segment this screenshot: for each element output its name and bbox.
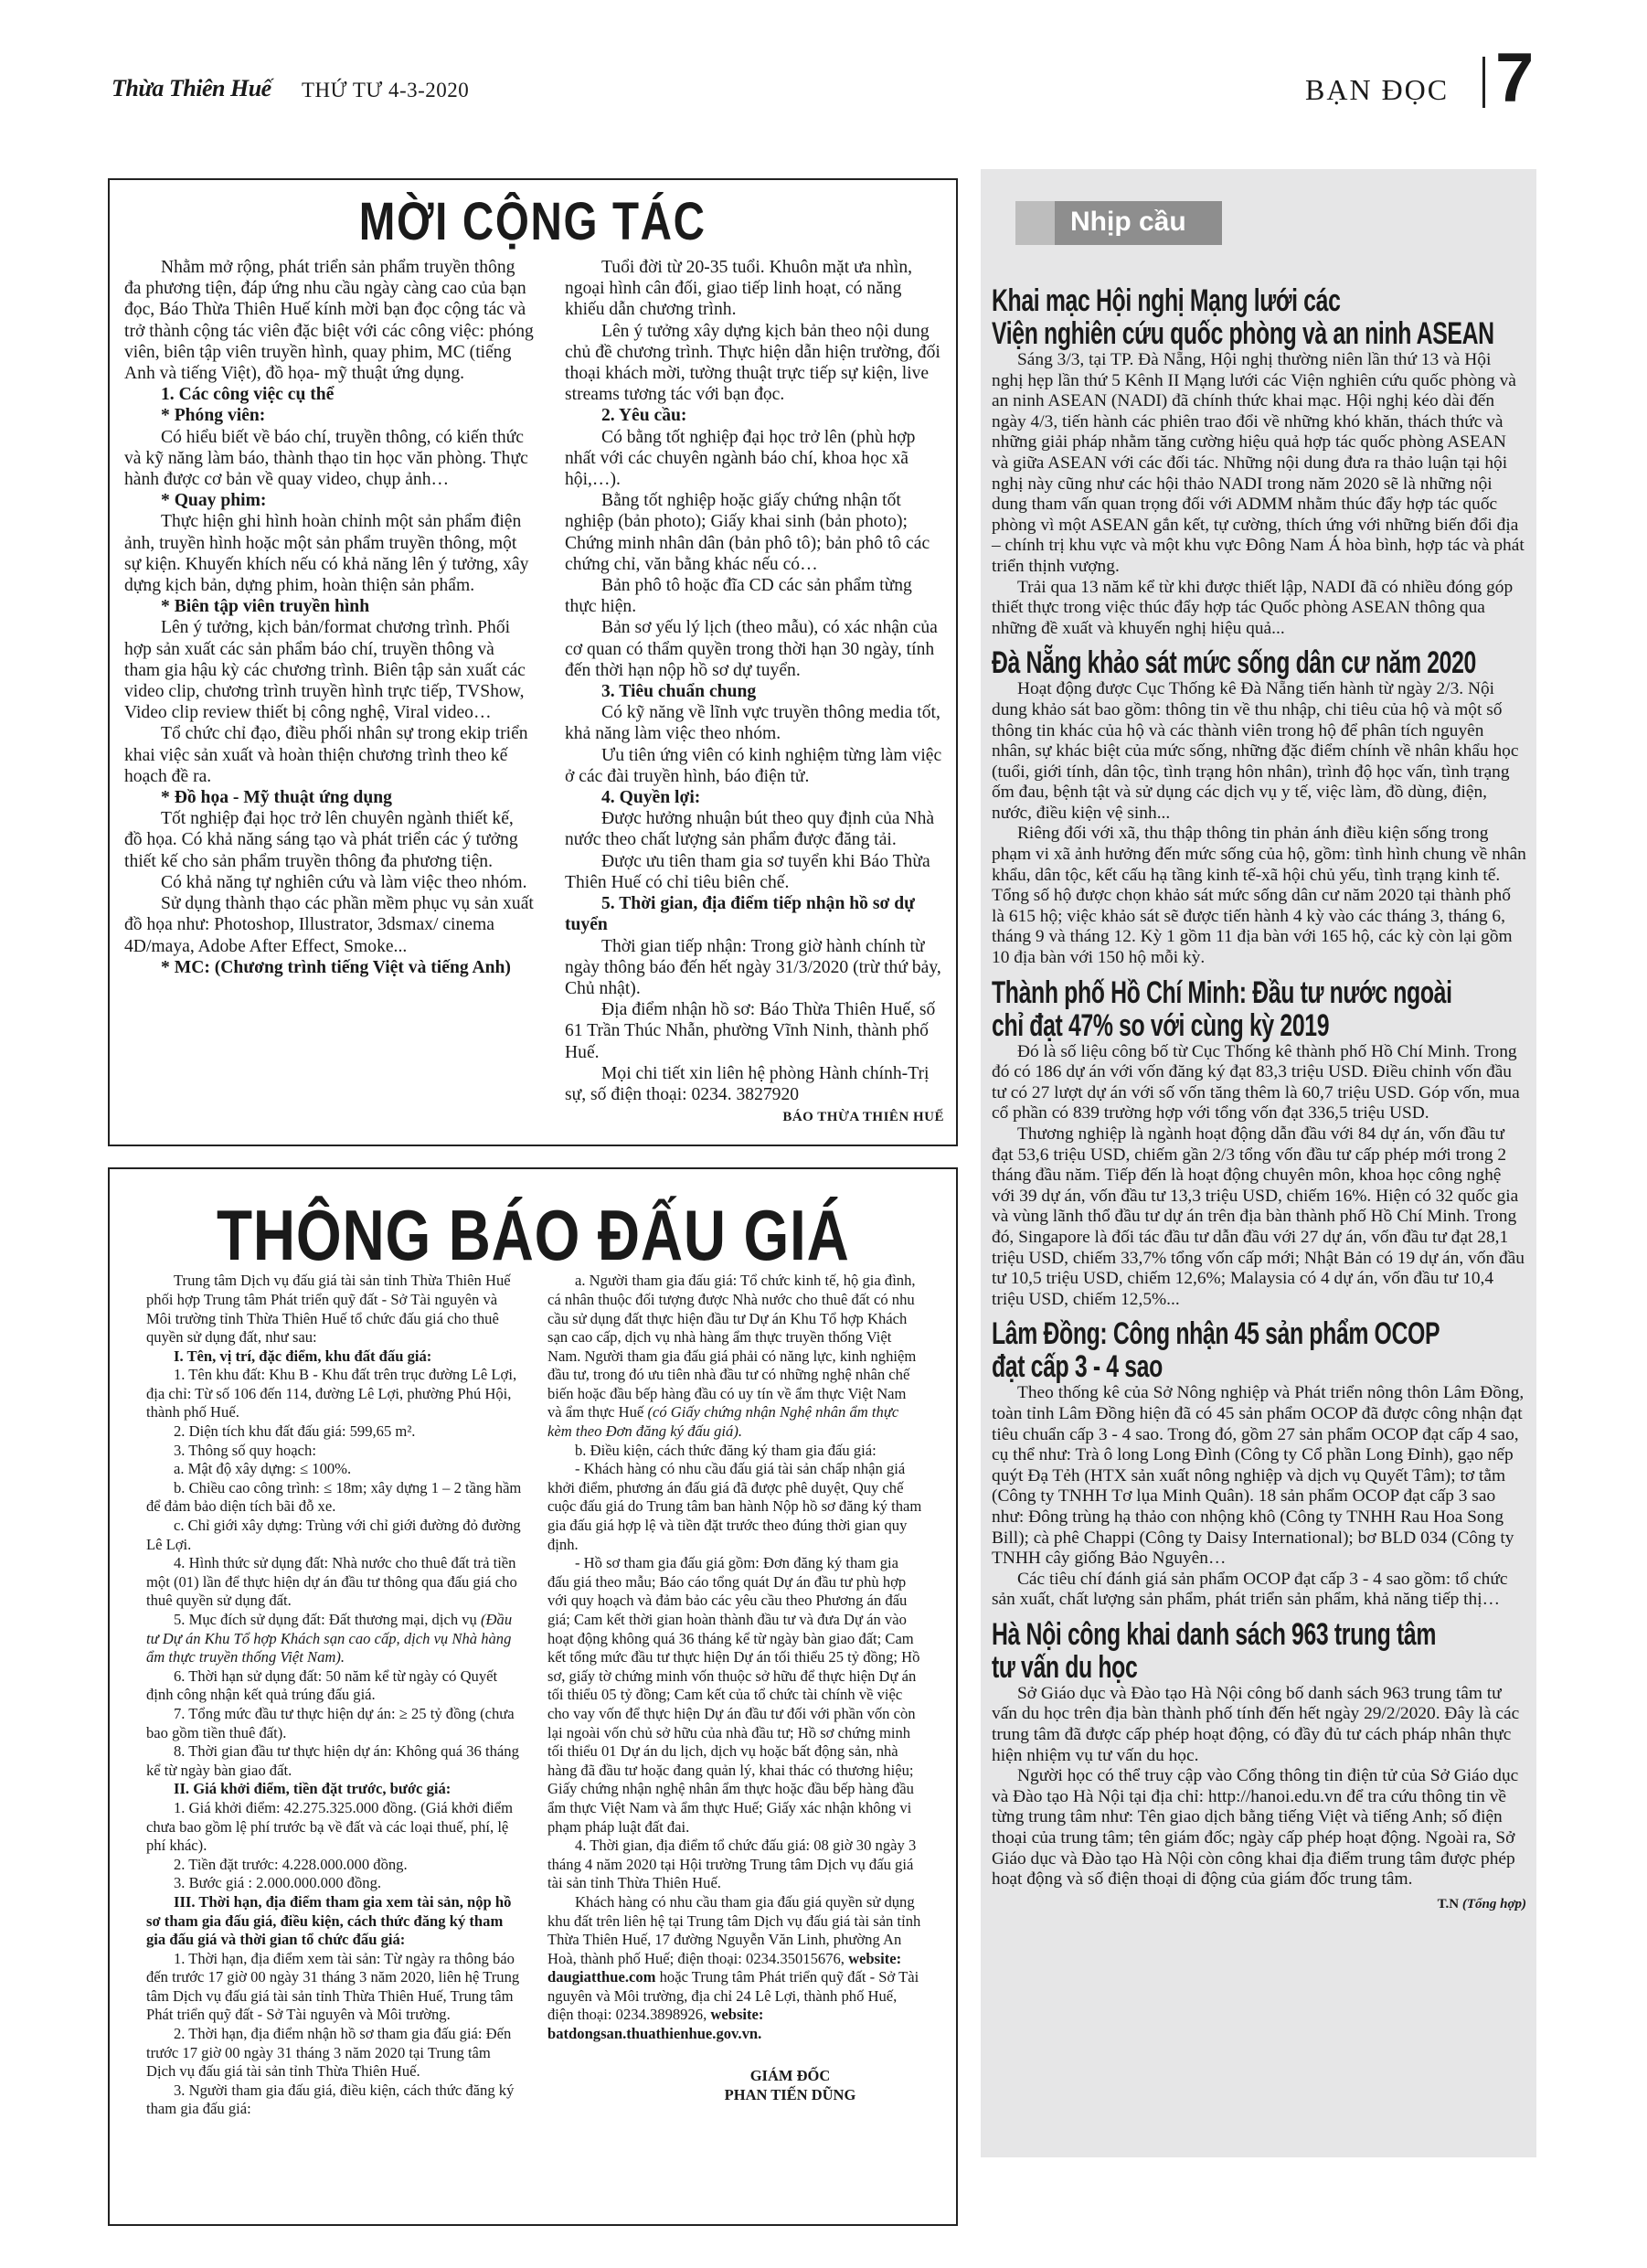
- section-heading: [124, 596, 534, 617]
- paragraph: [992, 1042, 1526, 1124]
- paragraph: [124, 257, 534, 384]
- news-article: [992, 976, 1526, 1311]
- text-run: Thương nghiệp là ngành hoạt động dẫn đầu với 84 dự án, vốn đầu tư đạt 53,6 triệu USD, chiếm gần 2/3 tổng vốn đầu tư cấp phép mới trong 2 tháng đầu năm. Tiếp đến là hoạt động chuyên môn, khoa học công nghệ với 39 dự án, vốn đầu tư 13,3 triệu USD, chiếm 16%. Hiện có 32 quốc gia và vùng lãnh thổ đầu tư dự án trên địa bàn thành phố Hồ Chí Minh. Trong đó, Singapore là đối tác đầu tư dẫn đầu với 27 dự án, vốn đầu tư đạt 28,1 triệu USD, chiếm 33,7% tổng vốn cấp mới; Nhật Bản có 19 dự án, vốn đầu tư 10,5 triệu USD, chiếm 12,6%; Malaysia có 4 dự án, vốn đầu tư 10,4 triệu USD, chiếm 12,5%...: [992, 1124, 1525, 1309]
- text-run: 6. Thời hạn sử dụng đất: 50 năm kể từ ngày có Quyết định công nhận kết quả trúng đấu giá.: [146, 1666, 498, 1704]
- auction-title-text: THÔNG BÁO ĐẤU GIÁ: [216, 1195, 850, 1276]
- news-article: [992, 1317, 1526, 1611]
- paragraph: [565, 490, 944, 575]
- section-heading: [565, 681, 944, 702]
- text-run: Có hiểu biết về báo chí, truyền thông, có kiến thức và kỹ năng làm báo, thành thạo tin học văn phòng. Thực hành được cơ bản về quay video, chụp ảnh…: [124, 427, 528, 490]
- text-run: Ưu tiên ứng viên có kinh nghiệm từng làm việc ở các đài truyền hình, báo điện tử.: [565, 745, 942, 786]
- paragraph: [547, 1272, 923, 1441]
- byline: [992, 1894, 1526, 1915]
- text-run: 3. Bước giá : 2.000.000.000 đồng.: [174, 1874, 382, 1892]
- section-heading: [124, 957, 534, 978]
- article-body: [992, 1684, 1526, 1915]
- text-run: * Đồ họa - Mỹ thuật ứng dụng: [161, 788, 392, 808]
- paragraph: [146, 1799, 522, 1856]
- headline-line: Thành phố Hồ Chí Minh: Đầu tư nước ngoài: [992, 974, 1452, 1010]
- section-heading: [124, 490, 534, 511]
- paragraph: [146, 1742, 522, 1780]
- paragraph: [547, 1554, 923, 1837]
- recruitment-columns: [110, 257, 956, 1128]
- paragraph: [146, 1705, 522, 1742]
- text-run: Bằng tốt nghiệp hoặc giấy chứng nhận tốt nghiệp (bản photo); Giấy khai sinh (bản photo); Chứng minh nhân dân (bản phô tô); bản phô tô các chứng chỉ, văn bằng khác nếu có…: [565, 491, 930, 574]
- text-run: Thời gian tiếp nhận: Trong giờ hành chính từ ngày thông báo đến hết ngày 31/3/2020 (trừ thứ bảy, Chủ nhật).: [565, 936, 941, 998]
- text-run: II. Giá khởi điểm, tiền đặt trước, bước giá:: [174, 1780, 452, 1798]
- text-run: Nhằm mở rộng, phát triển sản phẩm truyền thông đa phương tiện, đáp ứng nhu cầu ngày càng cao của bạn đọc, Báo Thừa Thiên Huế kính mời bạn đọc cộng tác và trở thành cộng tác viên đặc biệt với các công việc: phóng viên, biên tập viên truyền hình, quay phim, MC (tiếng Anh và tiếng Việt), đồ họa- mỹ thuật ứng dụng.: [124, 258, 534, 384]
- text-run: * MC: (Chương trình tiếng Việt và tiếng Anh): [161, 957, 511, 977]
- article-headline: [992, 1618, 1526, 1684]
- paragraph: [124, 893, 534, 957]
- headline-line: đạt cấp 3 - 4 sao: [992, 1349, 1163, 1385]
- paragraph: [146, 1272, 522, 1347]
- text-run: 1. Tên khu đất: Khu B - Khu đất trên trục đường Lê Lợi, địa chỉ: Từ số 106 đến 114, đường Lê Lợi, phường Phú Hội, thành phố Huế.: [146, 1366, 517, 1421]
- text-run: 1. Giá khởi điểm: 42.275.325.000 đồng. (Giá khởi điểm chưa bao gồm lệ phí trước bạ về đất và các loại thuế, phí, lệ phí khác).: [146, 1798, 514, 1855]
- news-brief-panel: [981, 169, 1536, 2157]
- recruitment-column-1: [124, 257, 534, 978]
- text-run: III. Thời hạn, địa điểm tham gia xem tài sản, nộp hồ sơ tham gia đấu giá, điều kiện, cách thức đăng ký tham gia đấu giá và thời gian tổ chức đấu giá:: [146, 1892, 512, 1949]
- paragraph: [146, 1874, 522, 1893]
- text-run: Các tiêu chí đánh giá sản phẩm OCOP đạt cấp 3 - 4 sao gồm: tổ chức sản xuất, chất lượng sản phẩm, phát triển sản phẩm, khả năng tiếp thị…: [992, 1569, 1508, 1610]
- rubric-banner: [1015, 201, 1222, 245]
- paragraph: [124, 872, 534, 893]
- text-run: (có Giấy chứng nhận Nghệ nhân ẩm thực kèm theo Đơn đăng ký đấu giá).: [547, 1403, 899, 1441]
- recruitment-column-2: [565, 257, 944, 1128]
- section-heading: [124, 384, 534, 405]
- text-run: 7. Tổng mức đầu tư thực hiện dự án: ≥ 25 tỷ đồng (chưa bao gồm tiền thuê đất).: [146, 1704, 515, 1741]
- text-run: Đó là số liệu công bố từ Cục Thống kê thành phố Hồ Chí Minh. Trong đó có 186 dự án với vốn đăng ký đạt 83,3 triệu USD. Điều chỉnh vốn đầu tư có 27 lượt dự án với số vốn tăng thêm là 60,7 triệu USD. Góp vốn, mua cổ phần có 839 trường hợp với tổng vốn đạt 336,5 triệu USD.: [992, 1041, 1520, 1123]
- text-run: * Phóng viên:: [161, 406, 266, 426]
- paragraph: [124, 617, 534, 723]
- auction-paragraphs: [146, 1272, 923, 2119]
- text-run: a. Mật độ xây dựng: ≤ 100%.: [174, 1460, 352, 1478]
- text-run: Hoạt động được Cục Thống kê Đà Nẵng tiến hành từ ngày 2/3. Nội dung khảo sát bao gồm: thông tin về thu nhập, chi tiêu của hộ và một số thông tin khác của hộ và các thành viên trong hộ để phân tích nguyên nhân, sự khác biệt của mức sống, những đặc điểm chính về nhân khẩu học (tuổi, giới tính, dân tộc, tình trạng hôn nhân), trình độ học vấn, tình trạng ốm đau, bệnh tật và sử dụng các dịch vụ y tế, việc làm, đồ dùng, điện, nước, điều kiện vệ sinh...: [992, 679, 1519, 823]
- header-divider: [1482, 57, 1485, 108]
- text-run: website: batdongsan.thuathienhue.gov.vn.: [547, 2006, 764, 2043]
- paragraph: [146, 1442, 522, 1461]
- paragraph: [565, 851, 944, 893]
- paragraph: [992, 824, 1526, 968]
- text-run: Tổ chức chỉ đạo, điều phối nhân sự trong ekip triển khai việc sản xuất và hoàn thiện chương trình theo kế hoạch đề ra.: [124, 724, 528, 786]
- section-heading: [565, 787, 944, 808]
- paragraph: [124, 808, 534, 872]
- paragraph: [565, 575, 944, 617]
- paragraph: [992, 679, 1526, 824]
- section-heading: [146, 1347, 522, 1367]
- text-run: 2. Thời hạn, địa điểm nhận hồ sơ tham gia đấu giá: Đến trước 17 giờ 00 ngày 31 tháng 3 năm 2020 tại Trung tâm Dịch vụ đấu giá tài sản tỉnh Thừa Thiên Huế.: [146, 2025, 512, 2081]
- text-run: Sáng 3/3, tại TP. Đà Nẵng, Hội nghị thường niên lần thứ 13 và Hội nghị hẹp lần thứ 5 Kênh II Mạng lưới các Viện nghiên cứu quốc phòng và an ninh ASEAN (NADI) đã chính thức khai mạc. Hội nghị kéo dài đến ngày 4/3, tiến hành các phiên trao đổi về những khó khăn, thách thức và những giải pháp nhằm tăng cường hiệu quả hợp tác quốc phòng ASEAN và giữa ASEAN với các đối tác. Những nội dung đưa ra thảo luận tại hội nghị này cũng như các hội thảo NADI trong năm 2020 sẽ là những nội dung tham vấn quan trọng đối với ADMM nhằm thúc đẩy hợp tác quốc phòng vì một ASEAN gắn kết, tự cường, thích ứng với những biến đổi địa – chính trị khu vực và một khu vực Đông Nam Á hòa bình, hợp tác và phát triển thịnh vượng.: [992, 350, 1525, 576]
- section-heading: [146, 1780, 522, 1799]
- text-run: Khách hàng có nhu cầu tham gia đấu giá quyền sử dụng khu đất trên liên hệ tại Trung tâm Dịch vụ đấu giá tài sản tỉnh Thừa Thiên Huế, 17 đường Nguyễn Văn Linh, phường An Hoà, thành phố Huế; điện thoại: 0234.35015676,: [547, 1892, 921, 1967]
- text-run: 5. Thời gian, địa điểm tiếp nhận hồ sơ dự tuyển: [565, 894, 915, 935]
- text-run: T.N: [1437, 1896, 1462, 1911]
- paragraph: [146, 1422, 522, 1442]
- text-run: 2. Yêu cầu:: [601, 406, 687, 426]
- paragraph: [124, 427, 534, 491]
- paragraph: [992, 1570, 1526, 1611]
- issue-date: THỨ TƯ 4-3-2020: [302, 79, 470, 101]
- text-run: Theo thống kê của Sở Nông nghiệp và Phát triển nông thôn Lâm Đồng, toàn tỉnh Lâm Đồng hiện đã có 45 sản phẩm OCOP đã được công nhận đạt tiêu chuẩn cấp 3 - 4 sao. Trong đó, gồm 27 sản phẩm OCOP đạt cấp 4 sao, cụ thể như: Trà ô long Long Đình (Công ty Cổ phần Long Đỉnh), gạo nếp quýt Đạ Tẻh (HTX sản xuất nông nghiệp và dịch vụ Quyết Tâm); tơ tằm (Công ty TNHH Tơ lụa Minh Quân). 18 sản phẩm OCOP đạt cấp 3 sao như: Đông trùng hạ thảo con nhộng khô (Công ty TNHH Rau Hoa Song Bill); cà phê Chappi (Công ty Daisy International); bơ BLD 034 (Công ty TNHH cây giống Bảo Nguyên…: [992, 1383, 1525, 1569]
- paragraph: [124, 511, 534, 596]
- text-run: Riêng đối với xã, thu thập thông tin phản ánh điều kiện sống trong phạm vi xã ảnh hưởng đến mức sống của hộ, gồm: tình hình chung về nhân khẩu, dân tộc, kết cấu hạ tầng kinh tế-xã hội chủ yếu, tình trạng kinh tế. Tổng số hộ được chọn khảo sát mức sống dân cư năm 2020 tại thành phố là 615 hộ; việc khảo sát sẽ được tiến hành 4 kỳ vào các tháng 3, tháng 6, tháng 9 và tháng 12. Kỳ 1 gồm 11 địa bàn với 165 hộ, các kỳ còn lại gồm 10 địa bàn với 150 hộ mỗi kỳ.: [992, 824, 1526, 968]
- text-run: Được hưởng nhuận bút theo quy định của Nhà nước theo chất lượng sản phẩm được đăng tải.: [565, 809, 935, 850]
- paragraph: [565, 702, 944, 744]
- signature-block: [547, 2066, 923, 2104]
- paragraph: [565, 999, 944, 1063]
- news-article: [992, 646, 1526, 968]
- text-run: 2. Diện tích khu đất đấu giá: 599,65 m².: [174, 1422, 416, 1441]
- text-run: Người học có thể truy cập vào Cổng thông tin điện tử của Sở Giáo dục và Đào tạo Hà Nội tại địa chỉ: http://hanoi.edu.vn để tra cứu thông tin về từng trung tâm như: Tên giao dịch bằng tiếng Việt và tiếng Anh; số điện thoại của trung tâm; tên giám đốc; ngày cấp phép hoạt động. Ngoài ra, Sở Giáo dục và Đào tạo Hà Nội còn công khai địa điểm trung tâm được phép hoạt động và số điện thoại di động của giám đốc trung tâm.: [992, 1766, 1519, 1890]
- text-run: Trải qua 13 năm kể từ khi được thiết lập, NADI đã có nhiều đóng góp thiết thực trong việc thúc đẩy hợp tác Quốc phòng ASEAN thông qua những đề xuất và khuyến nghị hiệu quả...: [992, 577, 1514, 638]
- text-run: 1. Các công việc cụ thể: [161, 385, 335, 405]
- article-body: [992, 350, 1526, 639]
- paragraph: [992, 578, 1526, 640]
- news-article: [992, 284, 1526, 639]
- text-run: b. Điều kiện, cách thức đăng ký tham gia đấu giá:: [575, 1441, 877, 1459]
- paragraph: [146, 1517, 522, 1554]
- paragraph: [992, 1684, 1526, 1766]
- text-run: Trung tâm Dịch vụ đấu giá tài sản tỉnh Thừa Thiên Huế phối hợp Trung tâm Phát triển quỹ đất - Sở Tài nguyên và Môi trường tỉnh Thừa Thiên Huế tổ chức đấu giá cho thuê quyền sử dụng đất, như sau:: [146, 1272, 511, 1347]
- paragraph: [146, 2082, 522, 2119]
- paragraph: [547, 1460, 923, 1554]
- newspaper-masthead: Thừa Thiên Huế: [112, 75, 271, 101]
- paragraph: [565, 427, 944, 491]
- paragraph: [565, 257, 944, 321]
- text-run: - Khách hàng có nhu cầu đấu giá tài sản chấp nhận giá khởi điểm, phương án đấu giá đã được phê duyệt, Quy chế cuộc đấu giá do Trung tâm ban hành Nộp hồ sơ đăng ký tham gia đấu giá hợp lệ và tiền đặt trước theo đúng thời gian quy định.: [547, 1460, 922, 1553]
- paragraph: [992, 1383, 1526, 1569]
- article-body: [992, 1042, 1526, 1311]
- text-run: Mọi chi tiết xin liên hệ phòng Hành chính-Trị sự, số điện thoại: 0234. 3827920: [565, 1063, 930, 1104]
- paragraph: [146, 1554, 522, 1611]
- paragraph: [547, 1893, 923, 2044]
- headline-line: Đà Nẵng khảo sát mức sống dân cư năm 2020: [992, 645, 1476, 681]
- paragraph: [146, 1611, 522, 1667]
- section-heading: [565, 893, 944, 935]
- text-run: * Quay phim:: [161, 491, 267, 511]
- text-run: * Biên tập viên truyền hình: [161, 597, 370, 617]
- paragraph: [146, 1856, 522, 1875]
- section-name: BẠN ĐỌC: [1305, 73, 1450, 106]
- page-number: 7: [1495, 39, 1535, 117]
- text-run: Sở Giáo dục và Đào tạo Hà Nội công bố danh sách 963 trung tâm tư vấn du học trên địa bàn thành phố tính đến hết ngày 29/2/2020. Đây là các trung tâm đã được cấp phép hoạt động, có đầy đủ tư cách pháp nhân thực hiện nhiệm vụ tư vấn du học.: [992, 1683, 1520, 1765]
- text-run: Tuổi đời từ 20-35 tuổi. Khuôn mặt ưa nhìn, ngoại hình cân đối, giao tiếp linh hoạt, có năng khiếu dẫn chương trình.: [565, 258, 913, 320]
- text-run: hoặc Trung tâm Phát triển quỹ đất - Sở Tài nguyên và Môi trường, địa chỉ 24 Lê Lợi, thành phố Huế, điện thoại: 0234.3898926,: [547, 1968, 919, 2024]
- article-body: [992, 1383, 1526, 1611]
- text-run: website: daugiatthue.com: [547, 1949, 902, 1986]
- text-run: b. Chiều cao công trình: ≤ 18m; xây dựng 1 – 2 tầng hầm để đảm bảo diện tích bãi đỗ xe.: [146, 1478, 522, 1516]
- text-run: BÁO THỪA THIÊN HUẾ: [782, 1110, 944, 1125]
- text-run: Bản phô tô hoặc đĩa CD các sản phẩm từng thực hiện.: [565, 576, 912, 617]
- headline-line: Khai mạc Hội nghị Mạng lưới các: [992, 283, 1341, 318]
- paragraph: [547, 1837, 923, 1893]
- text-run: (Đầu tư Dự án Khu Tổ hợp Khách sạn cao cấp, dịch vụ Nhà hàng ẩm thực truyền thống Việt Nam).: [146, 1611, 513, 1666]
- text-run: Tốt nghiệp đại học trở lên chuyên ngành thiết kế, đồ họa. Có khả năng sáng tạo và phát triển các ý tưởng thiết kế cho sản phẩm truyền thông đa phương tiện.: [124, 809, 518, 871]
- section-heading: [124, 787, 534, 808]
- recruitment-title-text: MỜI CỘNG TÁC: [359, 192, 707, 251]
- article-headline: [992, 976, 1526, 1042]
- article-headline: [992, 1317, 1526, 1383]
- article-headline: [992, 646, 1526, 679]
- headline-line: Hà Nội công khai danh sách 963 trung tâm: [992, 1616, 1437, 1652]
- paragraph: [565, 936, 944, 1000]
- text-run: Lên ý tưởng xây dựng kịch bản theo nội dung chủ đề chương trình. Thực hiện dẫn hiện trường, đối thoại khách mời, tường thuật trực tiếp sự kiện, live streams tương tác với bạn đọc.: [565, 321, 940, 405]
- paragraph: [146, 1366, 522, 1422]
- text-run: (Tổng hợp): [1461, 1896, 1526, 1911]
- news-article: [992, 1618, 1526, 1915]
- text-run: I. Tên, vị trí, đặc điểm, khu đất đấu giá:: [174, 1347, 432, 1365]
- paragraph: [992, 350, 1526, 578]
- text-run: Có kỹ năng về lĩnh vực truyền thông media tốt, khả năng làm việc theo nhóm.: [565, 703, 940, 744]
- byline: [565, 1107, 944, 1128]
- text-run: Thực hiện ghi hình hoàn chỉnh một sản phẩm điện ảnh, truyền hình hoặc một sản phẩm truyền thông, một sự kiện. Khuyến khích nếu có khả năng lên ý tưởng, xây dựng kịch bản, dựng phim, hoàn thiện sản phẩm.: [124, 512, 529, 596]
- paragraph: [565, 745, 944, 787]
- text-run: a. Người tham gia đấu giá: Tổ chức kinh tế, hộ gia đình, cá nhân thuộc đối tượng được Nhà nước cho thuê đất có nhu cầu sử dụng đất thực hiện đầu tư Dự án Khu Tổ hợp Khách sạn cao cấp, dịch vụ nhà hàng ẩm thực truyền thống Việt Nam. Người tham gia đấu giá phải có năng lực, kinh nghiệm đầu tư, trong đó ưu tiên nhà đầu tư có những nghệ nhân chế biến hoặc đầu bếp hàng đầu có uy tín về ẩm thực Việt Nam và ẩm thực Huế: [547, 1272, 917, 1421]
- left-notices: [108, 178, 958, 2226]
- rubric-label: Nhịp cầu: [1070, 207, 1186, 237]
- paragraph: [146, 1950, 522, 2025]
- text-run: Địa điểm nhận hồ sơ: Báo Thừa Thiên Huế, số 61 Trần Thúc Nhẫn, phường Vĩnh Ninh, thành phố Huế.: [565, 1000, 936, 1062]
- article-body: [992, 679, 1526, 968]
- text-run: 3. Tiêu chuẩn chung: [601, 682, 757, 702]
- text-run: 2. Tiền đặt trước: 4.228.000.000 đồng.: [174, 1855, 408, 1873]
- text-run: 5. Mục đích sử dụng đất: Đất thương mại, dịch vụ: [174, 1611, 482, 1629]
- paragraph: [565, 1063, 944, 1105]
- news-briefs: [992, 169, 1526, 1914]
- text-run: 3. Thông số quy hoạch:: [174, 1441, 316, 1459]
- paragraph: [146, 1460, 522, 1479]
- paragraph: [992, 1766, 1526, 1890]
- rubric-accent: [1015, 201, 1055, 245]
- text-run: Có khả năng tự nghiên cứu và làm việc theo nhóm.: [161, 872, 527, 892]
- headline-line: chỉ đạt 47% so với cùng kỳ 2019: [992, 1007, 1330, 1043]
- auction-body: [146, 1272, 923, 2119]
- auction-title: [110, 1195, 956, 1276]
- text-run: 4. Hình thức sử dụng đất: Nhà nước cho thuê đất trả tiền một (01) lần để thực hiện dự án đầu tư thông qua đấu giá cho thuê quyền sử dụng đất.: [146, 1554, 517, 1610]
- paragraph: [146, 1667, 522, 1705]
- section-heading: [565, 405, 944, 426]
- signature-name: PHAN TIẾN DŨNG: [724, 2085, 856, 2103]
- paragraph: [547, 1442, 923, 1461]
- text-run: Bản sơ yếu lý lịch (theo mẫu), có xác nhận của cơ quan có thẩm quyền trong thời hạn 30 ngày, tính đến thời hạn nộp hồ sơ dự tuyển.: [565, 618, 938, 680]
- auction-notice: [108, 1167, 958, 2226]
- headline-line: Viện nghiên cứu quốc phòng và an ninh ASEAN: [992, 316, 1494, 351]
- headline-line: tư vấn du học: [992, 1649, 1138, 1685]
- text-run: Sử dụng thành thạo các phần mềm phục vụ sản xuất đồ họa như: Photoshop, Illustrator, 3dsmax/ cinema 4D/maya, Adobe After Effect, Smoke...: [124, 894, 534, 956]
- paragraph: [146, 1479, 522, 1517]
- text-run: - Hồ sơ tham gia đấu giá gồm: Đơn đăng ký tham gia đấu giá theo mẫu; Báo cáo tổng quát Dự án đầu tư phù hợp với quy hoạch và đảm bảo các yêu cầu theo Phương án đấu giá; Cam kết thời gian hoàn thành đầu tư và đưa Dự án vào hoạt động không quá 36 tháng kể từ ngày bàn giao đất; Cam kết tổng mức đầu tư thực hiện Dự án tối thiểu 25 tỷ đồng; Hồ sơ, giấy tờ chứng minh vốn thuộc sở hữu để thực hiện Dự án tối thiểu 05 tỷ đồng; Cam kết của tổ chức tài chính về việc cho vay vốn để thực hiện Dự án đầu tư đối với phần vốn còn lại ngoài vốn chủ sở hữu của nhà đầu tư; Hồ sơ chứng minh tối thiểu 01 Dự án du lịch, dịch vụ hoặc bất động sản, nhà hàng đã đầu tư hoặc đang quản lý, khai thác có thương hiệu; Giấy chứng nhận nghệ nhân ẩm thực hoặc đầu bếp hàng đầu ẩm thực Việt Nam và ẩm thực Huế; Giấy xác nhận không vi phạm pháp luật đất đai.: [547, 1554, 920, 1836]
- paragraph: [124, 723, 534, 787]
- text-run: 3. Người tham gia đấu giá, điều kiện, cách thức đăng ký tham gia đấu giá:: [146, 2081, 515, 2118]
- text-run: c. Chỉ giới xây dựng: Trùng với chỉ giới đường đỏ đường Lê Lợi.: [146, 1517, 521, 1553]
- paragraph: [565, 617, 944, 681]
- paragraph: [565, 321, 944, 406]
- article-headline: [992, 284, 1526, 350]
- text-run: Được ưu tiên tham gia sơ tuyển khi Báo Thừa Thiên Huế có chỉ tiêu biên chế.: [565, 851, 930, 892]
- signature-role: GIÁM ĐỐC: [749, 2066, 831, 2084]
- text-run: 4. Thời gian, địa điểm tổ chức đấu giá: 08 giờ 30 ngày 3 tháng 4 năm 2020 tại Hội trường Trung tâm Dịch vụ đấu giá tài sản tỉnh Thừa Thiên Huế.: [547, 1837, 917, 1892]
- text-run: 8. Thời gian đầu tư thực hiện dự án: Không quá 36 tháng kể từ ngày bàn giao đất.: [146, 1742, 519, 1779]
- headline-line: Lâm Đồng: Công nhận 45 sản phẩm OCOP: [992, 1316, 1440, 1352]
- paragraph: [146, 2025, 522, 2082]
- text-run: 1. Thời hạn, địa điểm xem tài sản: Từ ngày ra thông báo đến trước 17 giờ 00 ngày 31 tháng 3 năm 2020, liên hệ Trung tâm Dịch vụ đấu giá tài sản tỉnh Thừa Thiên Huế, Trung tâm Phát triển quỹ đất - Sở Tài nguyên và Môi trường.: [146, 1949, 520, 2024]
- paragraph: [992, 1124, 1526, 1310]
- paragraph: [565, 808, 944, 850]
- text-run: Lên ý tưởng, kịch bản/format chương trình. Phối hợp sản xuất các sản phẩm báo chí, truyền thông và tham gia hậu kỳ các chương trình. Biên tập sản xuất các video clip, chương trình truyền hình trực tiếp, TVShow, Video clip review thiết bị công nghệ, Viral video…: [124, 618, 526, 723]
- text-run: 4. Quyền lợi:: [601, 788, 701, 808]
- text-run: Có bằng tốt nghiệp đại học trở lên (phù hợp nhất với các chuyên ngành báo chí, khoa học xã hội,…).: [565, 427, 916, 490]
- section-heading: [124, 405, 534, 426]
- recruitment-notice: [108, 178, 958, 1146]
- section-heading: [146, 1893, 522, 1950]
- recruitment-title: [110, 193, 956, 257]
